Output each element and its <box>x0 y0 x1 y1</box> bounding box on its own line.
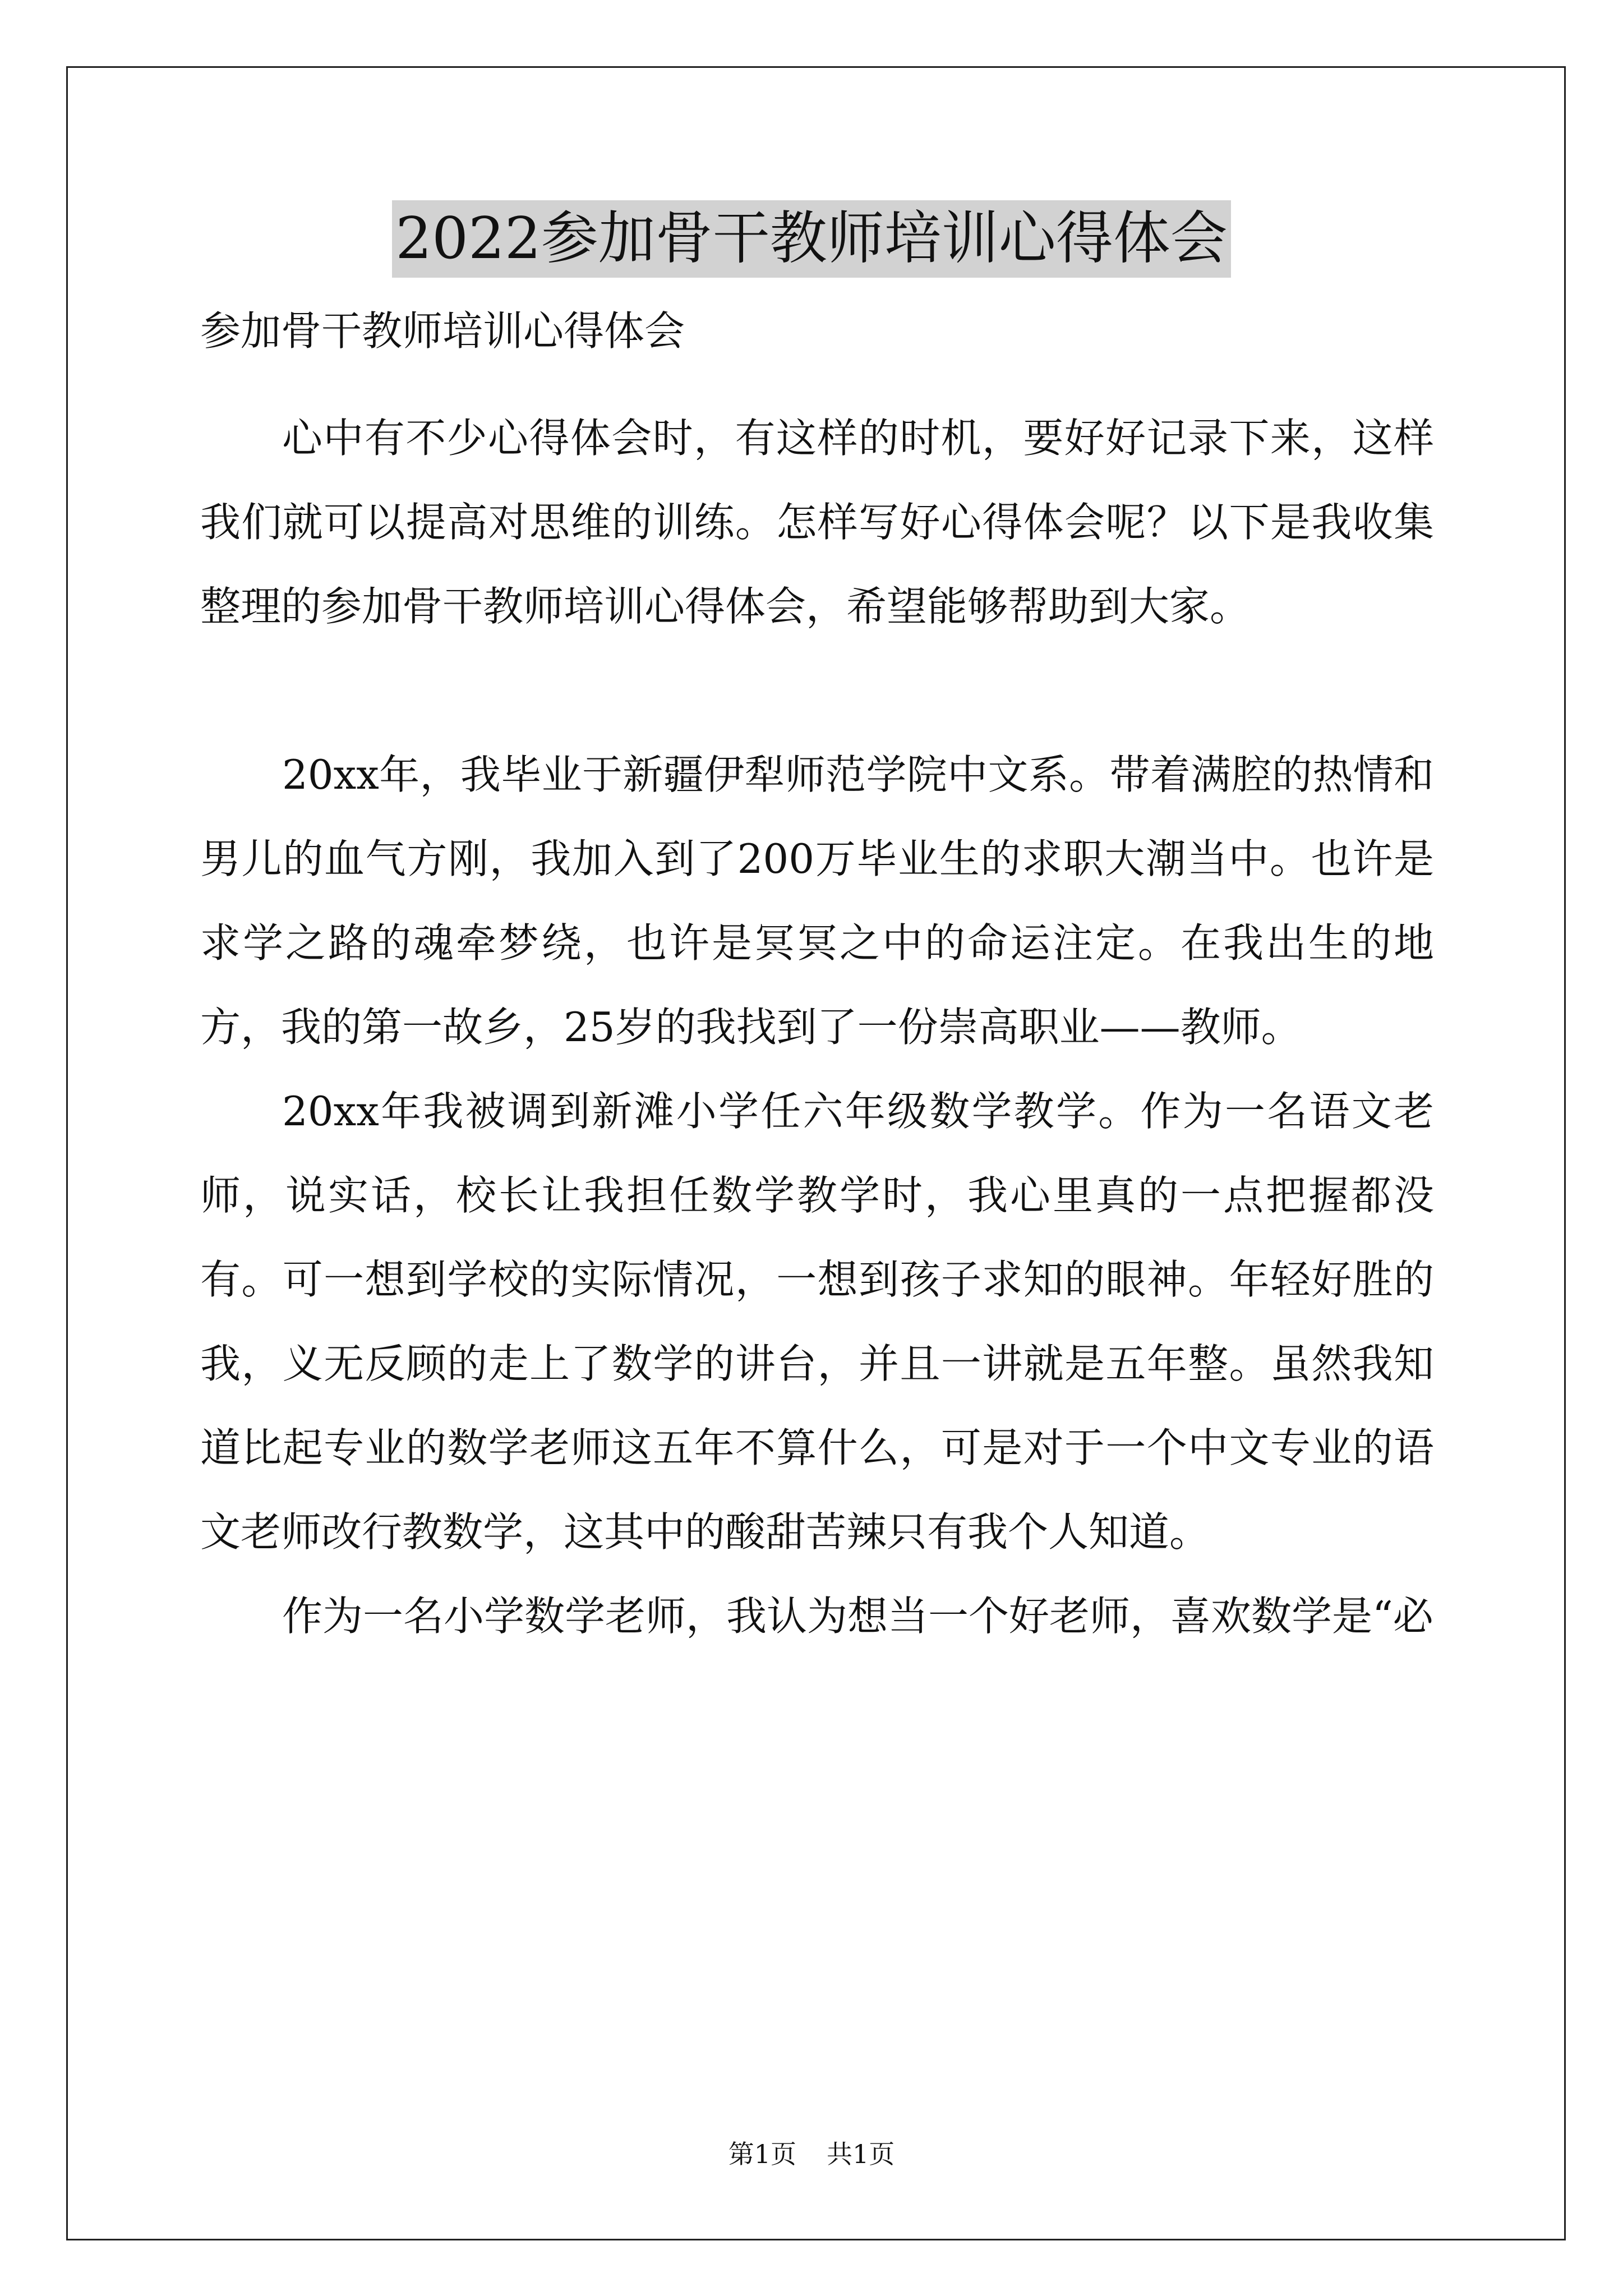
paragraph-intro: 心中有不少心得体会时，有这样的时机，要好好记录下来，这样我们就可以提高对思维的训练。怎样写好心得体会呢？以下是我收集整理的参加骨干教师培训心得体会，希望能够帮助到大家。 <box>200 415 1434 630</box>
title-container <box>0 200 1623 278</box>
document-body <box>200 303 1434 1658</box>
page-total: 共1页 <box>827 2139 895 2169</box>
page-number: 第1页 <box>728 2139 796 2169</box>
page-footer <box>0 2137 1623 2171</box>
paragraph-good-teacher: 作为一名小学数学老师，我认为想当一个好老师，喜欢数学是“必 <box>282 1593 1433 1640</box>
document-subtitle: 参加骨干教师培训心得体会 <box>200 307 685 355</box>
paragraph-math-teaching: 20xx年我被调到新滩小学任六年级数学教学。作为一名语文老师，说实话，校长让我担任数学教学时，我心里真的一点把握都没有。可一想到学校的实际情况，一想到孩子求知的眼神。年轻好胜的我，义无反顾的走上了数学的讲台，并且一讲就是五年整。虽然我知道比起专业的数学老师这五年不算什么，可是对于一个中文专业的语文老师改行教数学，这其中的酸甜苦辣只有我个人知道。 <box>200 1088 1434 1556</box>
paragraph-graduation: 20xx年，我毕业于新疆伊犁师范学院中文系。带着满腔的热情和男儿的血气方刚，我加入到了200万毕业生的求职大潮当中。也许是求学之路的魂牵梦绕，也许是冥冥之中的命运注定。在我出生的地方，我的第一故乡，25岁的我找到了一份崇高职业——教师。 <box>200 751 1434 1051</box>
document-title: 2022参加骨干教师培训心得体会 <box>392 200 1231 278</box>
